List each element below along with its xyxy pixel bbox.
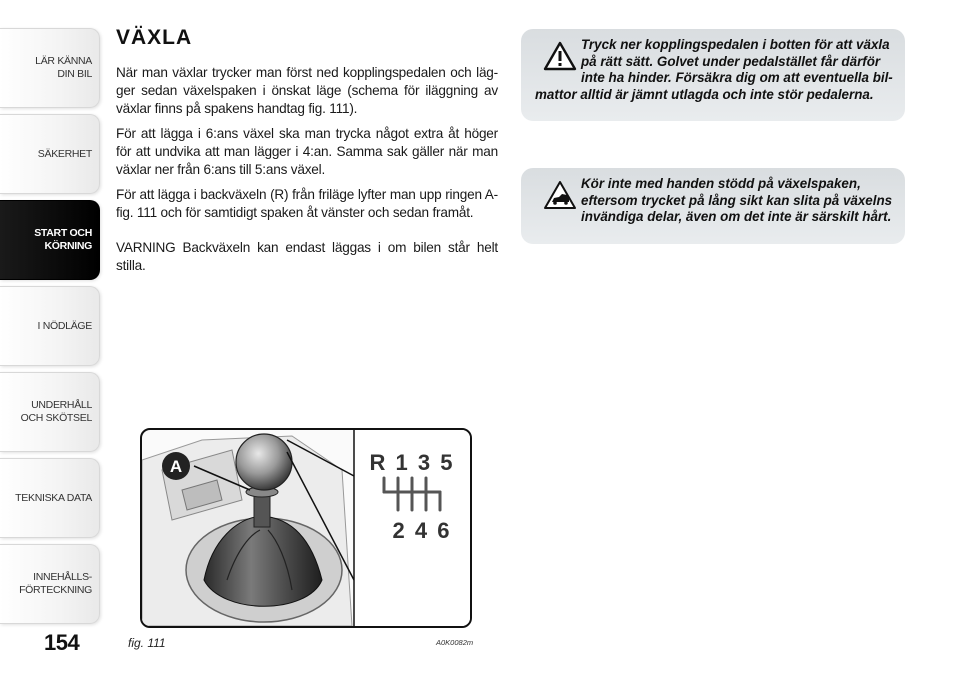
- shift-pattern-top: R 1 3 5: [369, 450, 455, 475]
- figure-caption: fig. 111: [128, 636, 166, 650]
- tab-label: SÄKERHET: [37, 147, 92, 160]
- warning-text: Tryck ner kopplingspedalen i botten för att växla på rätt sätt. Golvet under pedalstället får därför inte ha hinder. Försäkra dig om att eventuella bil-: [581, 37, 893, 85]
- tab-label: I NÖDLÄGE: [37, 319, 92, 332]
- section-heading: VÄXLA: [116, 26, 193, 49]
- gear-shift-figure: [140, 428, 472, 628]
- warning-box-clutch: [521, 29, 905, 121]
- paragraph: För att lägga i backväxeln (R) från friläge lyfter man upp ringen A-fig. 111 och för samtidigt spaken åt vänster och sedan framåt.: [116, 187, 498, 220]
- tab-underhall-och-skotsel[interactable]: [0, 372, 100, 452]
- tab-lar-kanna-din-bil[interactable]: [0, 28, 100, 108]
- figure-code: A0K0082m: [436, 638, 474, 647]
- warning-text: Kör inte med handen stödd på växelspaken, eftersom trycket på lång sikt kan slita på växelns invändiga delar, även om det inte är särskilt hårt.: [581, 176, 893, 224]
- tab-label: UNDERHÅLL OCH SKÖTSEL: [20, 399, 92, 424]
- warning-text-cont: mattor alltid är jämnt utlagda och inte stör pedalerna.: [535, 86, 874, 102]
- tab-sakerhet[interactable]: [0, 114, 100, 194]
- tab-tekniska-data[interactable]: [0, 458, 100, 538]
- tab-label: START OCH KÖRNING: [34, 227, 92, 252]
- tab-start-och-korning[interactable]: [0, 200, 100, 280]
- warning-paragraph: VARNING Backväxeln kan endast läggas i om bilen står helt stilla.: [116, 240, 498, 273]
- tab-label: LÄR KÄNNA DIN BIL: [35, 55, 92, 80]
- gear-lever-illustration: [142, 430, 470, 626]
- car-wear-warning-icon: [543, 180, 577, 210]
- tab-innehallsforteckning[interactable]: [0, 544, 100, 624]
- warning-triangle-icon: [543, 41, 577, 71]
- warning-box-gear-lever: [521, 168, 905, 244]
- tab-label: TEKNISKA DATA: [15, 491, 92, 504]
- body-text: [116, 64, 498, 282]
- callout-a-label: A: [169, 457, 183, 476]
- paragraph: För att lägga i 6:ans växel ska man trycka något extra åt höger för att undvika att man lägger i 4:an. Samma sak gäller när man växlar ner från 6:ans till 5:ans växel.: [116, 126, 498, 177]
- tab-i-nodlage[interactable]: [0, 286, 100, 366]
- shift-pattern-bottom: 2 4 6: [392, 518, 452, 543]
- page-number: 154: [44, 630, 80, 655]
- paragraph: När man växlar trycker man först ned kopplingspedalen och läg-ger sedan växelspaken i önskat läge (schema för iläggning av växlar finns på spakens handtag fig. 111).: [116, 65, 498, 116]
- tab-label: INNEHÅLLS- FÖRTECKNING: [19, 571, 92, 596]
